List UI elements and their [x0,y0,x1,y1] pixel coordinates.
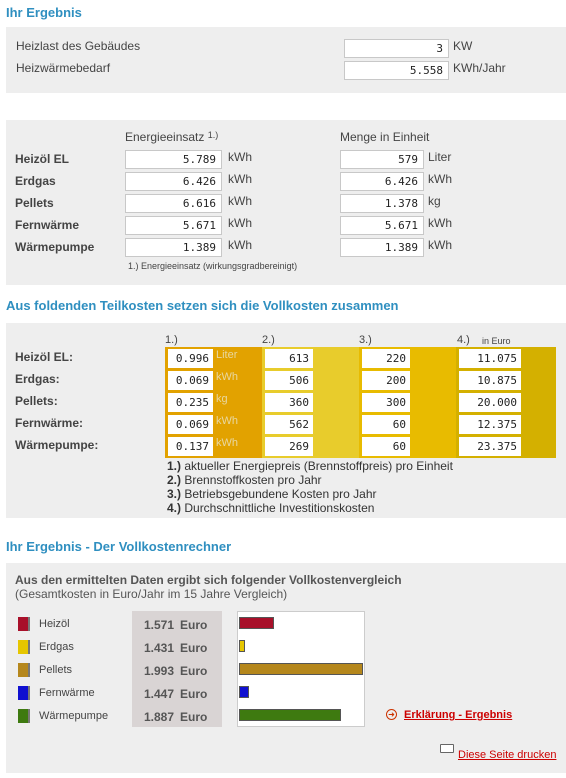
energiepreis-unit: Liter [216,349,238,361]
energy-field[interactable]: 6.426 [125,172,222,191]
investitionskosten-field[interactable]: 10.875 [459,371,521,390]
color-swatch [18,640,30,654]
menge-field[interactable]: 6.426 [340,172,424,191]
heizlast-label: Heizlast des Gebäudes [16,39,141,53]
menge-unit: Liter [428,150,452,164]
teilkosten-fuel-name: Erdgas: [15,372,60,386]
color-swatch [18,617,30,631]
in-euro-label: in Euro [482,336,511,346]
energy-field[interactable]: 6.616 [125,194,222,213]
cost-bar [239,686,249,698]
vollkosten-subtitle: Aus den ermittelten Daten ergibt sich folgender Vollkostenvergleich [15,573,402,587]
fuel-name: Pellets [15,196,54,210]
energiepreis-unit: kWh [216,371,238,383]
betriebskosten-field[interactable]: 200 [362,371,410,390]
menge-unit: kWh [428,216,452,230]
teilkosten-legend-item [167,487,376,501]
legend-num: 2.) [167,473,182,487]
result-amount [144,618,207,632]
menge-unit: kWh [428,172,452,186]
teilkosten-legend-item [167,501,374,515]
legend-num: 3.) [167,487,182,501]
menge-field[interactable]: 1.378 [340,194,424,213]
legend-text: aktueller Energiepreis (Brennstoffpreis) pro Einheit [181,459,453,473]
erklaerung-link[interactable]: Erklärung - Ergebnis [404,709,513,721]
amount-currency: Euro [180,710,208,724]
result-fuel-name: Wärmepumpe [39,710,109,722]
energy-unit: kWh [228,150,252,164]
printer-icon[interactable] [440,744,454,753]
energy-field[interactable]: 5.789 [125,150,222,169]
betriebskosten-field[interactable]: 60 [362,437,410,456]
color-swatch [18,686,30,700]
bedarf-unit: KWh/Jahr [453,61,506,75]
legend-text: Betriebsgebundene Kosten pro Jahr [181,487,377,501]
teilkosten-fuel-name: Fernwärme: [15,416,84,430]
amount-value: 1.993 [144,664,175,678]
energiepreis-field[interactable]: 0.069 [168,415,213,434]
cost-bar [239,640,245,652]
panel-teilkosten [6,323,566,518]
brennstoffkosten-field[interactable]: 562 [265,415,313,434]
section-title-teilkosten: Aus foldenden Teilkosten setzen sich die Vollkosten zusammen [6,298,399,313]
teilkosten-fuel-name: Heizöl EL: [15,350,74,364]
heizlast-field[interactable]: 3 [344,39,449,58]
cost-bar [239,663,363,675]
energy-unit: kWh [228,194,252,208]
panel-energieeinsatz [6,120,566,285]
menge-field[interactable]: 579 [340,150,424,169]
arrow-circle-icon[interactable]: ➜ [386,709,397,720]
menge-field[interactable]: 5.671 [340,216,424,235]
brennstoffkosten-field[interactable]: 360 [265,393,313,412]
energiepreis-field[interactable]: 0.137 [168,437,213,456]
print-link[interactable]: Diese Seite drucken [458,749,557,761]
amount-currency: Euro [180,687,208,701]
investitionskosten-field[interactable]: 12.375 [459,415,521,434]
section-title-vollkosten: Ihr Ergebnis - Der Vollkostenrechner [6,539,232,554]
result-amount [144,664,207,678]
energiepreis-unit: kWh [216,437,238,449]
result-fuel-name: Pellets [39,664,73,676]
energy-unit: kWh [228,172,252,186]
menge-field[interactable]: 1.389 [340,238,424,257]
menge-unit: kg [428,194,441,208]
result-fuel-name: Fernwärme [39,687,95,699]
amount-currency: Euro [180,664,208,678]
section-title-ergebnis: Ihr Ergebnis [6,5,82,20]
cost-bar [239,617,274,629]
investitionskosten-field[interactable]: 11.075 [459,349,521,368]
brennstoffkosten-field[interactable]: 506 [265,371,313,390]
energy-field[interactable]: 1.389 [125,238,222,257]
amount-value: 1.431 [144,641,175,655]
fuel-name: Wärmepumpe [15,240,95,254]
investitionskosten-field[interactable]: 23.375 [459,437,521,456]
energy-unit: kWh [228,238,252,252]
menge-unit: kWh [428,238,452,252]
betriebskosten-field[interactable]: 300 [362,393,410,412]
amount-value: 1.887 [144,710,175,724]
col-menge-header: Menge in Einheit [340,130,430,144]
legend-num: 1.) [167,459,182,473]
energy-unit: kWh [228,216,252,230]
result-amount [144,641,207,655]
col4-label: 4.) [457,334,470,346]
col-energieeinsatz-sup: 1.) [207,130,219,140]
amount-value: 1.447 [144,687,175,701]
energy-footnote: 1.) Energieeinsatz (wirkungsgradbereinigt) [128,261,298,271]
result-amount [144,687,207,701]
energiepreis-field[interactable]: 0.996 [168,349,213,368]
vollkosten-subtitle2: (Gesamtkosten in Euro/Jahr im 15 Jahre Vergleich) [15,587,288,601]
teilkosten-fuel-name: Wärmepumpe: [15,438,99,452]
legend-text: Brennstoffkosten pro Jahr [181,473,322,487]
teilkosten-fuel-name: Pellets: [15,394,58,408]
bedarf-field[interactable]: 5.558 [344,61,449,80]
cost-bar [239,709,341,721]
betriebskosten-field[interactable]: 60 [362,415,410,434]
panel-ergebnis [6,27,566,93]
energiepreis-field[interactable]: 0.069 [168,371,213,390]
color-swatch [18,663,30,677]
legend-text: Durchschnittliche Investitionskosten [181,501,375,515]
bedarf-label: Heizwärmebedarf [16,61,111,75]
result-fuel-name: Erdgas [39,641,74,653]
fuel-name: Fernwärme [15,218,80,232]
amount-currency: Euro [180,641,208,655]
color-swatch [18,709,30,723]
col3-label: 3.) [359,334,372,346]
energiepreis-field[interactable]: 0.235 [168,393,213,412]
amount-value: 1.571 [144,618,175,632]
col2-label: 2.) [262,334,275,346]
fuel-name: Erdgas [15,174,56,188]
energiepreis-unit: kg [216,393,228,405]
col-energieeinsatz-header [125,130,218,144]
investitionskosten-field[interactable]: 20.000 [459,393,521,412]
brennstoffkosten-field[interactable]: 269 [265,437,313,456]
teilkosten-legend-item [167,473,322,487]
result-fuel-name: Heizöl [39,618,70,630]
legend-num: 4.) [167,501,182,515]
energy-field[interactable]: 5.671 [125,216,222,235]
brennstoffkosten-field[interactable]: 613 [265,349,313,368]
fuel-name: Heizöl EL [15,152,70,166]
panel-vollkosten [6,563,566,773]
energiepreis-unit: kWh [216,415,238,427]
teilkosten-legend-item [167,459,453,473]
heizlast-unit: KW [453,39,473,53]
amount-currency: Euro [180,618,208,632]
betriebskosten-field[interactable]: 220 [362,349,410,368]
result-amount [144,710,207,724]
col-energieeinsatz-label: Energieeinsatz [125,130,205,144]
col1-label: 1.) [165,334,178,346]
